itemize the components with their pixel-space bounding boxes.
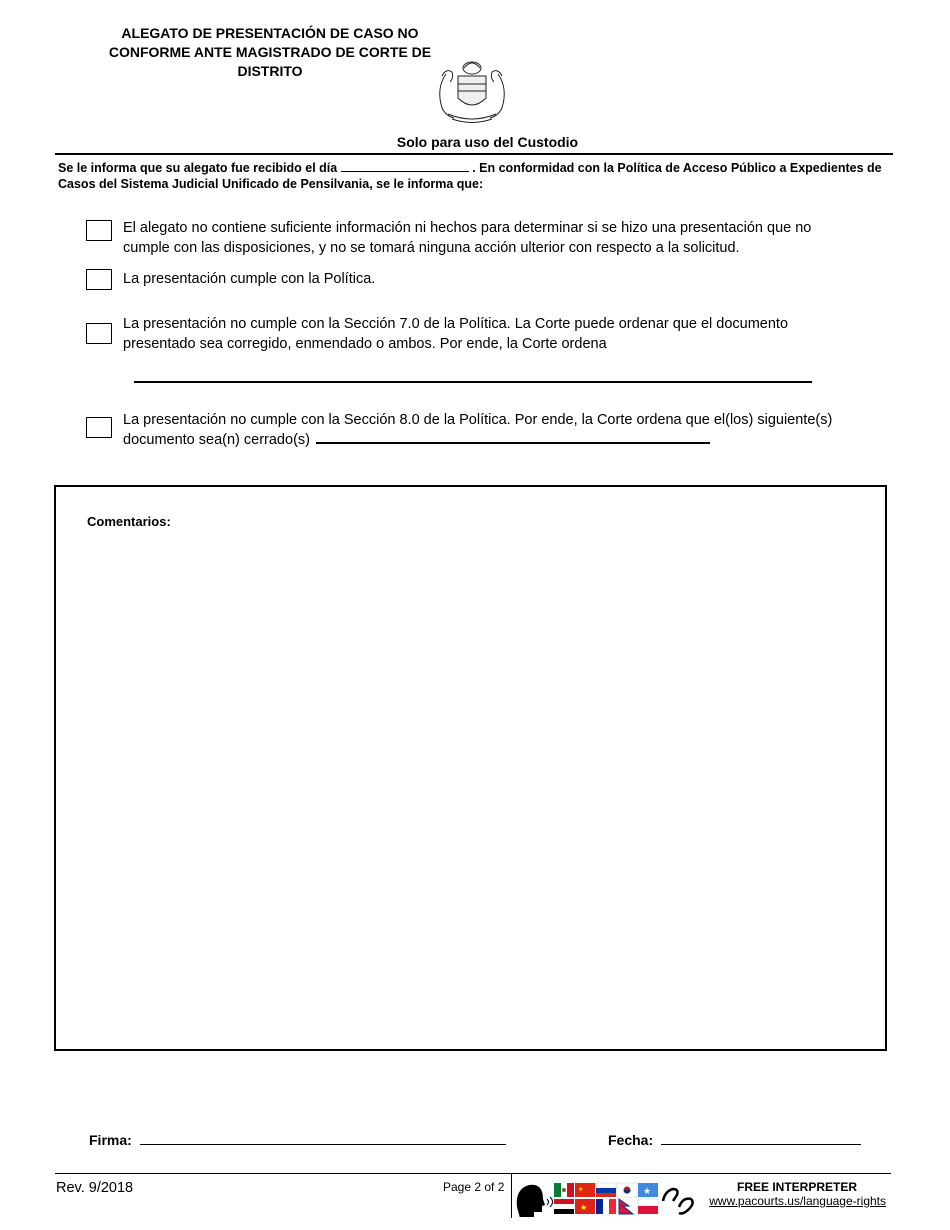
speaking-head-icon — [517, 1185, 553, 1217]
date-label: Fecha: — [608, 1132, 654, 1148]
svg-text:★: ★ — [578, 1186, 584, 1193]
svg-text:★: ★ — [580, 1203, 588, 1212]
page-number: Page 2 of 2 — [443, 1180, 505, 1194]
footer-vertical-divider — [511, 1174, 512, 1218]
court-order-line[interactable] — [134, 381, 812, 383]
sealed-documents-line[interactable] — [316, 432, 710, 444]
option-checkbox[interactable] — [86, 323, 112, 344]
receipt-notice — [58, 160, 888, 192]
date-field — [608, 1131, 861, 1148]
comments-box[interactable] — [54, 485, 887, 1051]
date-line[interactable] — [661, 1131, 861, 1145]
option-text: La presentación no cumple con la Sección 8.0 de la Política. Por ende, la Corte ordena que el(los) siguiente(s) documento sea(n) cerrado(s) — [123, 412, 833, 448]
header-divider — [55, 153, 893, 155]
notice-text-end: . En conformidad con la Política de Acceso Público a Expedientes de Casos del Sistema Judicial Unificado de Pensilvania, se le informa que: — [58, 161, 882, 191]
option-checkbox[interactable] — [86, 220, 112, 241]
comments-label: Comentarios: — [87, 514, 171, 529]
free-interpreter-notice — [690, 1181, 886, 1208]
received-date-blank[interactable] — [341, 160, 469, 172]
option-checkbox[interactable] — [86, 269, 112, 290]
signature-line[interactable] — [140, 1131, 506, 1145]
revision-label: Rev. 9/2018 — [56, 1180, 134, 1196]
option-checkbox[interactable] — [86, 417, 112, 438]
sign-language-icon — [663, 1189, 693, 1214]
option-text: La presentación no cumple con la Sección 7.0 de la Política. La Corte puede ordenar que el documento presentado sea corregido, enmendado o ambos. Por ende, la Corte ordena — [123, 316, 789, 352]
option-text: La presentación cumple con la Política. — [123, 271, 376, 287]
form-title: ALEGATO DE PRESENTACIÓN DE CASO NO CONFORME ANTE MAGISTRADO DE CORTE DE DISTRITO — [108, 25, 432, 79]
pennsylvania-seal-icon — [428, 56, 516, 126]
notice-text-start: Se le informa que su alegato fue recibido el día — [58, 161, 338, 175]
signature-label: Firma: — [89, 1132, 132, 1148]
interpreter-link[interactable]: www.pacourts.us/language-rights — [709, 1194, 886, 1208]
option-text-wrap — [123, 410, 853, 450]
footer-divider — [55, 1173, 891, 1174]
custodian-heading: Solo para uso del Custodio — [396, 134, 579, 150]
svg-text:★: ★ — [643, 1187, 652, 1197]
interpreter-heading: FREE INTERPRETER — [736, 1180, 857, 1194]
signature-field — [89, 1131, 506, 1148]
option-text: El alegato no contiene suficiente información ni hechos para determinar si se hizo una presentación que no cumple con las disposiciones, y no se tomará ninguna acción ulterior con respecto a la solicitud. — [123, 220, 812, 256]
language-flags-icon — [515, 1177, 700, 1217]
